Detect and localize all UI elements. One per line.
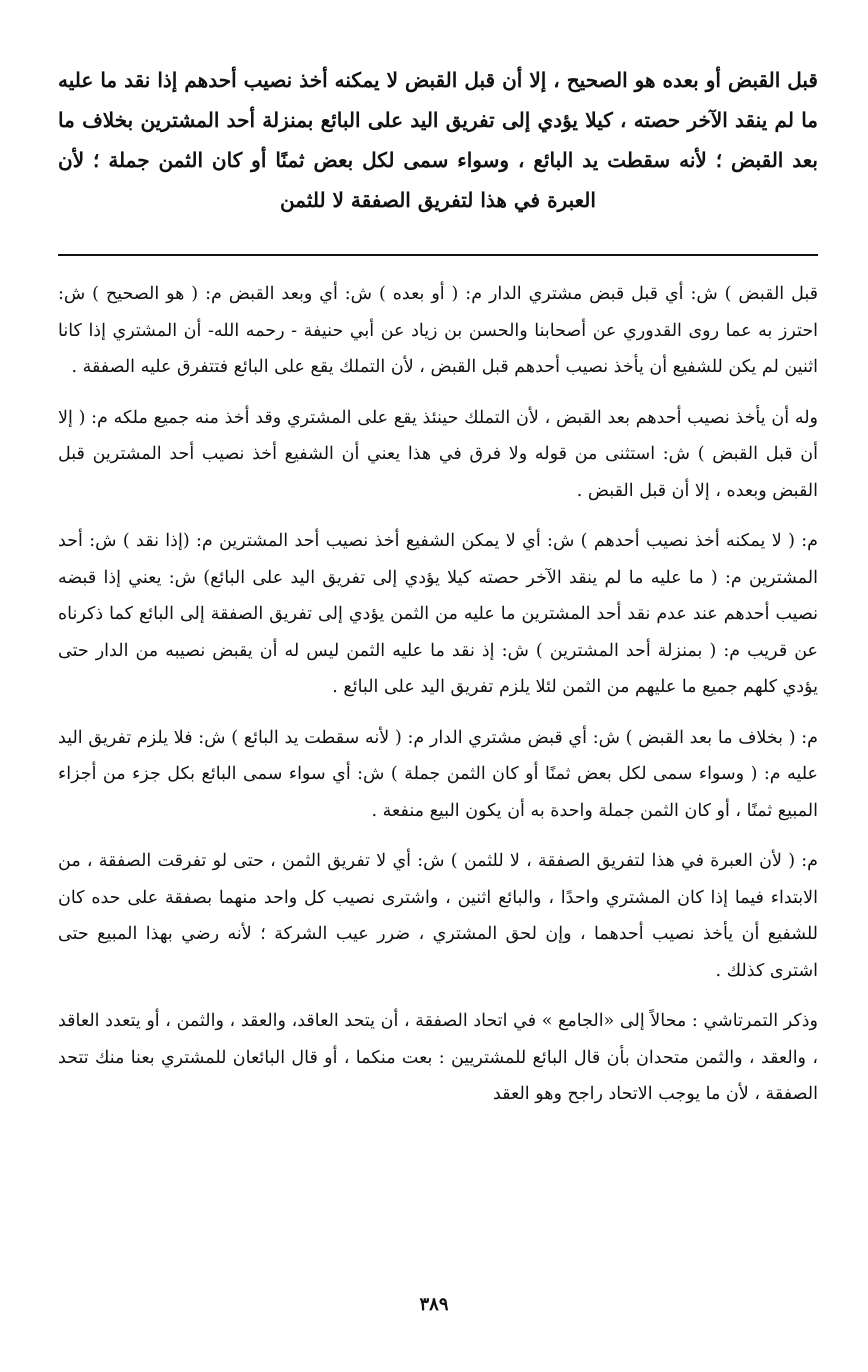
commentary-paragraph: م: ( لأن العبرة في هذا لتفريق الصفقة ، لا للثمن ) ش: أي لا تفريق الثمن ، حتى لو تفرقت الصفقة ، من الابتداء فيما إذا كان المشتري واحدًا ، والبائع اثنين ، واشترى نصيب كل واحد منهما بصفقة على حده كان للشفيع أن يأخذ نصيب أحدهما ، وإن لحق المشتري ، ضرر عيب الشركة ؛ لأنه رضي بهذا المبيع حتى اشترى كذلك .	[58, 851, 818, 981]
commentary	[58, 276, 818, 1113]
commentary-paragraph: م: ( لا يمكنه أخذ نصيب أحدهم ) ش: أي لا يمكن الشفيع أخذ نصيب أحد المشترين م: (إذا نقد ) ش: أحد المشترين م: ( ما عليه ما لم ينقد الآخر حصته كيلا يؤدي إلى تفريق اليد على البائع) ش: يعني إذا قبضه نصيب أحدهم عند عدم نقد أحد المشترين ما عليه من الثمن يؤدي إلى تفريق الصفقة إلى البائع كما ذكرناه عن قريب م: ( بمنزلة أحد المشترين ) ش: إذ نقد ما عليه الثمن ليس له أن يقبض نصيبه من الدار حتى يؤدي كلهم جميع ما عليهم من الثمن لئلا يلزم تفريق اليد على البائع .	[58, 531, 818, 697]
commentary-paragraph: وذكر التمرتاشي : محالاً إلى «الجامع » في اتحاد الصفقة ، أن يتحد العاقد، والعقد ، والثمن ، أو يتعدد العاقد ، والعقد ، والثمن متحدان بأن قال البائع للمشتريين : بعت منكما ، أو قال البائعان للمشتري بعنا منك تتحد الصفقة ، لأن ما يوجب الاتحاد راجح وهو العقد	[58, 1011, 818, 1104]
commentary-paragraph: وله أن يأخذ نصيب أحدهم بعد القبض ، لأن التملك حينئذ يقع على المشتري وقد أخذ منه جميع ملكه م: ( إلا أن قبل القبض ) ش: استثنى من قوله ولا فرق في هذا يعني أن الشفيع أخذ نصيب أحد المشترين قبل القبض وبعده ، إلا أن قبل القبض .	[58, 407, 818, 501]
matn-text: قبل القبض أو بعده هو الصحيح ، إلا أن قبل القبض لا يمكنه أخذ نصيب أحدهم إذا نقد ما عليه ما لم ينقد الآخر حصته ، كيلا يؤدي إلى تفريق اليد على البائع بمنزلة أحد المشترين بخلاف ما بعد القبض ؛ لأنه سقطت يد البائع ، وسواء سمى لكل بعض ثمنًا أو كان الثمن جملة ؛ لأن العبرة في هذا لتفريق الصفقة لا للثمن	[58, 68, 818, 212]
separator-line	[58, 254, 818, 256]
commentary-paragraph: قبل القبض ) ش: أي قبل قبض مشتري الدار م: ( أو بعده ) ش: أي وبعد القبض م: ( هو الصحيح ) ش: احترز به عما روى القدوري عن أصحابنا والحسن بن زياد عن أبي حنيفة - رحمه الله- أن المشتري إذا كانا اثنين لم يكن للشفيع أن يأخذ نصيب أحدهم قبل القبض ، لأن التملك يقع على البائع فتتفرق عليه الصفقة .	[58, 284, 818, 377]
commentary-paragraph: م: ( بخلاف ما بعد القبض ) ش: أي قبض مشتري الدار م: ( لأنه سقطت يد البائع ) ش: فلا يلزم تفريق اليد عليه م: ( وسواء سمى لكل بعض ثمنًا أو كان الثمن جملة ) ش: أي سواء سمى البائع بكل جزء من أجزاء المبيع ثمنًا ، أو كان الثمن جملة واحدة به أن يكون البيع منفعة .	[58, 727, 818, 821]
book-page	[58, 48, 818, 1348]
page-number: ٣٨٩	[419, 1294, 449, 1315]
